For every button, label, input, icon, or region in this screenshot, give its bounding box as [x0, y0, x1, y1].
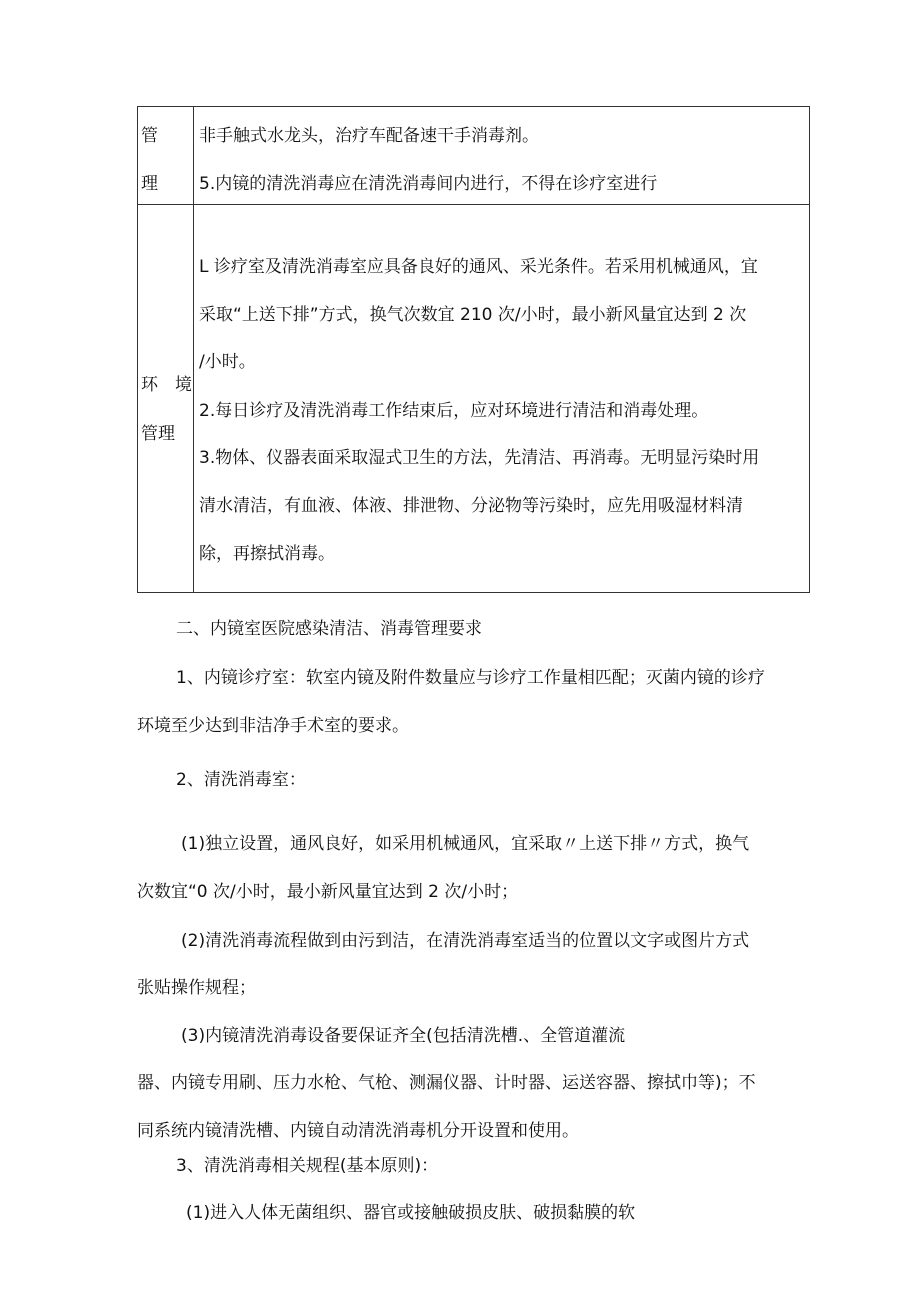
table-row-divider: [137, 204, 810, 205]
paragraph-line: (2)清洗消毒流程做到由污到洁，在清洗消毒室适当的位置以文字或图片方式: [181, 931, 750, 951]
paragraph-line: 环境至少达到非洁净手术室的要求。: [137, 716, 409, 736]
paragraph-line: 次数宜“0 次/小时，最小新风量宜达到 2 次/小时；: [137, 882, 519, 902]
row-label-line: 环 境: [141, 375, 192, 395]
paragraph-line: 3、清洗消毒相关规程(基本原则)：: [176, 1156, 439, 1176]
cell-text-line: 采取“上送下排”方式，换气次数宜 210 次/小时，最小新风量宜达到 2 次: [199, 305, 747, 325]
table-column-divider: [193, 106, 194, 593]
paragraph-line: (3)内镜清洗消毒设备要保证齐全(包括清洗槽.、全管道灌流: [181, 1026, 626, 1046]
cell-text-line: 非手触式水龙头，治疗车配备速干手消毒剂。: [199, 126, 539, 146]
paragraph-line: 同系统内镜清洗槽、内镜自动清洗消毒机分开设置和使用。: [137, 1121, 579, 1141]
cell-text-line: L 诊疗室及清洗消毒室应具备良好的通风、采光条件。若采用机械通风，宜: [199, 257, 758, 277]
cell-text-line: 3.物体、仪器表面采取湿式卫生的方法，先清洁、再消毒。无明显污染时用: [199, 448, 760, 468]
paragraph-line: 1、内镜诊疗室：软室内镜及附件数量应与诊疗工作量相匹配；灭菌内镜的诊疗: [176, 668, 765, 688]
paragraph-line: 2、清洗消毒室：: [176, 770, 306, 790]
cell-text-line: 2.每日诊疗及清洗消毒工作结束后，应对环境进行清洁和消毒处理。: [199, 401, 709, 421]
section-heading: 二、内镜室医院感染清洁、消毒管理要求: [176, 619, 482, 639]
cell-text-line: 5.内镜的清洗消毒应在清洗消毒间内进行，不得在诊疗室进行: [199, 174, 658, 194]
cell-text-line: /小时。: [199, 352, 256, 372]
cell-text-line: 除，再擦拭消毒。: [199, 544, 335, 564]
paragraph-line: 器、内镜专用刷、压力水枪、气枪、测漏仪器、计时器、运送容器、擦拭巾等)；不: [137, 1073, 756, 1093]
paragraph-line: 张贴操作规程；: [137, 978, 256, 998]
cell-text-line: 清水清洁，有血液、体液、排泄物、分泌物等污染时，应先用吸湿材料清: [199, 496, 743, 516]
paragraph-line: (1)独立设置，通风良好，如采用机械通风，宜采取〃上送下排〃方式，换气: [181, 834, 750, 854]
row-label-line: 管理: [141, 424, 175, 444]
paragraph-line: (1)进入人体无菌组织、器官或接触破损皮肤、破损黏膜的软: [186, 1203, 636, 1223]
row-label-line: 理: [141, 174, 158, 194]
row-label-line: 管: [141, 126, 158, 146]
